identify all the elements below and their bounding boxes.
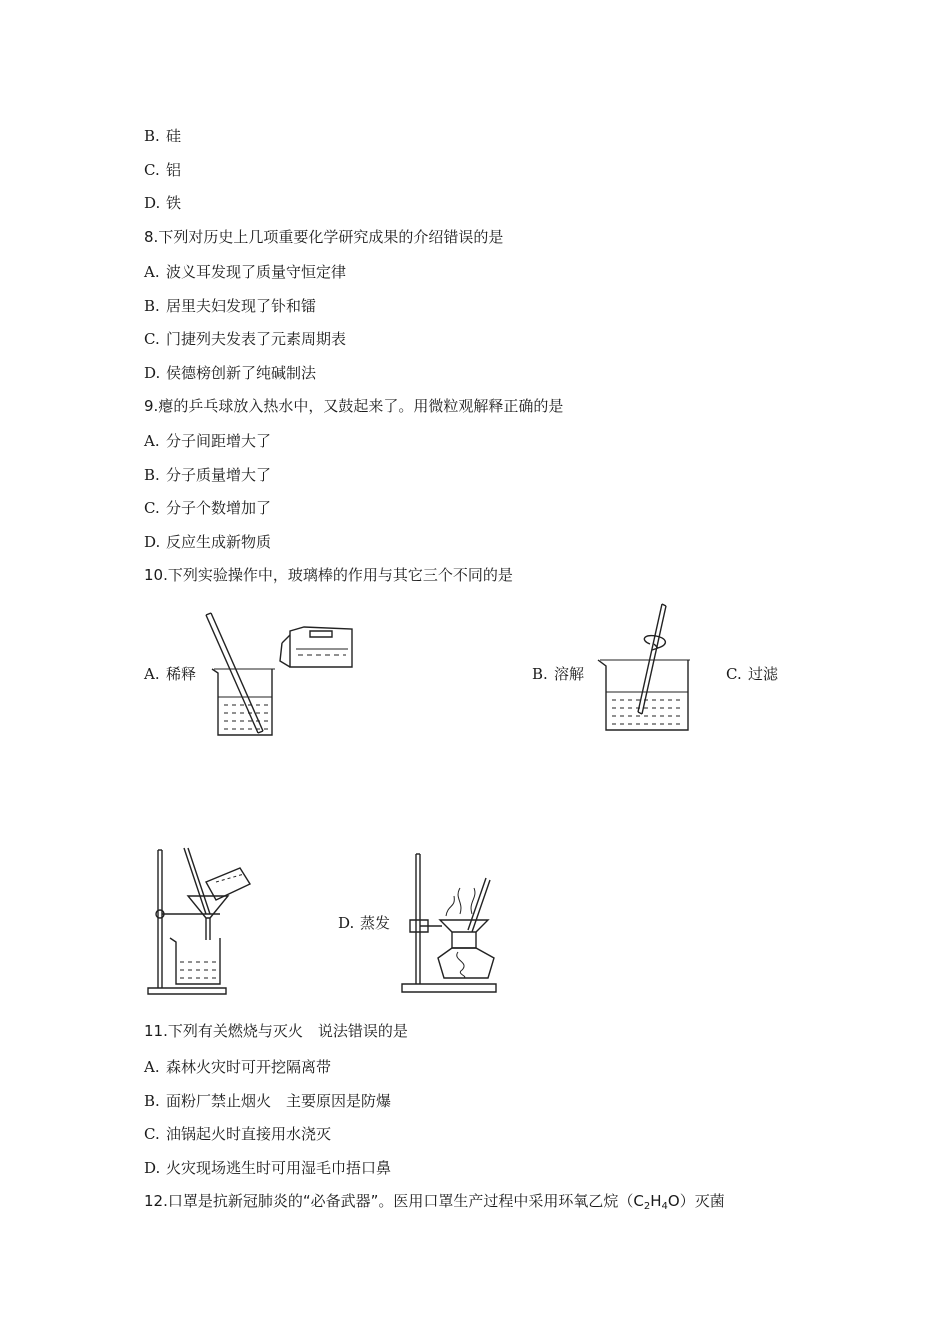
evaporation-figure	[398, 848, 508, 998]
q8-option-a: A. 波义耳发现了质量守恒定律	[144, 263, 347, 281]
q11-option-d: D. 火灾现场逃生时可用湿毛巾捂口鼻	[144, 1159, 392, 1177]
q11-stem: 11.下列有关燃烧与灭火 说法错误的是	[144, 1022, 408, 1040]
q7-option-b: B. 硅	[144, 127, 182, 145]
q8-option-c: C. 门捷列夫发表了元素周期表	[144, 330, 347, 348]
q8-option-d: D. 侯德榜创新了纯碱制法	[144, 364, 317, 382]
q9-option-d: D. 反应生成新物质	[144, 533, 272, 551]
filtration-figure	[140, 838, 260, 998]
q9-option-c: C. 分子个数增加了	[144, 499, 272, 517]
q10-option-a: A. 稀释	[144, 665, 197, 683]
q12-stem: 12.口罩是抗新冠肺炎的“必备武器”。医用口罩生产过程中采用环氧乙烷$(C_2H_4O)$灭菌	[144, 1192, 725, 1212]
q10-option-d: D. 蒸发	[338, 914, 391, 932]
q7-option-c: C. 铝	[144, 161, 182, 179]
q10-option-b: B. 溶解	[532, 665, 585, 683]
dissolving-figure	[592, 600, 702, 740]
q8-stem: 8.下列对历史上几项重要化学研究成果的介绍错误的是	[144, 228, 504, 246]
q9-stem: 9.瘪的乒乓球放入热水中，又鼓起来了。用微粒观解释正确的是	[144, 397, 564, 415]
q11-option-a: A. 森林火灾时可开挖隔离带	[144, 1058, 332, 1076]
dilution-figure	[200, 605, 360, 740]
q10-option-c: C. 过滤	[726, 665, 779, 683]
q10-stem: 10.下列实验操作中，玻璃棒的作用与其它三个不同的是	[144, 566, 513, 584]
q9-option-b: B. 分子质量增大了	[144, 466, 272, 484]
q11-option-c: C. 油锅起火时直接用水浇灭	[144, 1125, 332, 1143]
formula-subscript-1: 2	[643, 1201, 651, 1212]
q8-option-b: B. 居里夫妇发现了钋和镭	[144, 297, 317, 315]
formula-subscript-2: 4	[661, 1201, 668, 1212]
q9-option-a: A. 分子间距增大了	[144, 432, 272, 450]
q11-option-b: B. 面粉厂禁止烟火 主要原因是防爆	[144, 1092, 392, 1110]
q7-option-d: D. 铁	[144, 194, 182, 212]
